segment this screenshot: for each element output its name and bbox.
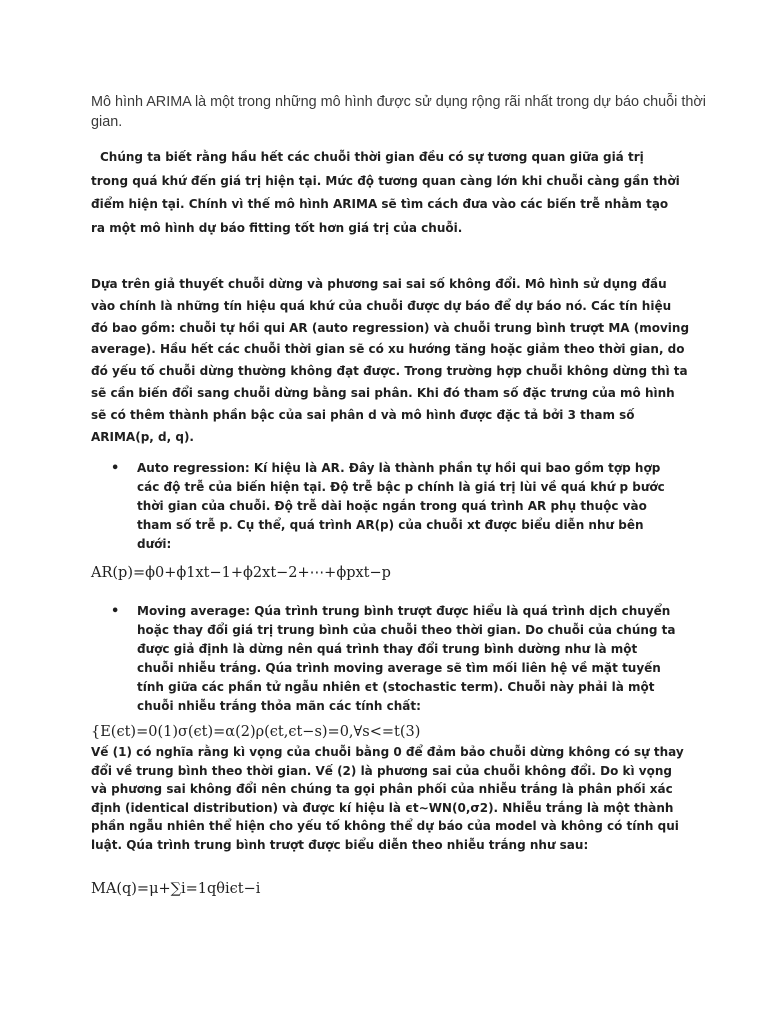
bullet-text-moving-average: Moving average: Qúa trình trung bình trượt được hiểu là quá trình dịch chuyển hoặc thay đổi giá trị trung bình của chuỗi theo thời gian. Do chuỗi của chúng ta được giả định là dừng nên quá trình thay đổi trung bình dường như là một chuỗi nhiễu trắng. Qúa trình moving average sẽ tìm mối liên hệ về mặt tuyến tính giữa các phần tử ngẫu nhiên ϵt (stochastic term). Chuỗi này phải là một chuỗi nhiễu trắng thỏa mãn các tính chất: xyxy=(137,604,676,713)
formula-ar: AR(p)=ϕ0+ϕ1xt−1+ϕ2xt−2+⋯+ϕpxt−p xyxy=(91,565,391,581)
intro-paragraph: Mô hình ARIMA là một trong những mô hình được sử dụng rộng rãi nhất trong dự báo chuỗi thời gian. xyxy=(91,94,706,130)
arima-description-paragraph: Dựa trên giả thuyết chuỗi dừng và phương sai sai số không đổi. Mô hình sử dụng đầu vào chính là những tín hiệu quá khứ của chuỗi được dự báo để dự báo nó. Các tín hiệu đó bao gồm: chuỗi tự hồi qui AR (auto regression) và chuỗi trung bình trượt MA (moving average). Hầu hết các chuỗi thời gian sẽ có xu hướng tăng hoặc giảm theo thời gian, do đó yếu tố chuỗi dừng thường không đạt được. Trong trường hợp chuỗi không dừng thì ta sẽ cần biến đổi sang chuỗi dừng bằng sai phân. Khi đó tham số đặc trưng của mô hình sẽ có thêm thành phần bậc của sai phân d và mô hình được đặc tả bởi 3 tham số ARIMA(p, d, q). xyxy=(91,277,690,444)
bullet-text-auto-regression: Auto regression: Kí hiệu là AR. Đây là thành phần tự hồi qui bao gồm tợp hợp các độ trễ của biến hiện tại. Độ trễ bậc p chính là giá trị lùi về quá khứ p bước thời gian của chuỗi. Độ trễ dài hoặc ngắn trong quá trình AR phụ thuộc vào tham số trễ p. Cụ thể, quá trình AR(p) của chuỗi xt được biểu diễn như bên dưới: xyxy=(137,461,665,551)
formula-ma: MA(q)=μ+∑i=1qθiϵt−i xyxy=(91,881,261,897)
bullet-icon: • xyxy=(111,461,120,476)
formula-white-noise: {E(ϵt)=0(1)σ(ϵt)=α(2)ρ(ϵt,ϵt−s)=0,∀s<=t(3) xyxy=(91,724,421,740)
bullet-item-moving-average xyxy=(111,602,677,716)
autocorrelation-paragraph: Chúng ta biết rằng hầu hết các chuỗi thời gian đều có sự tương quan giữa giá trị trong quá khứ đến giá trị hiện tại. Mức độ tương quan càng lớn khi chuỗi càng gần thời điểm hiện tại. Chính vì thế mô hình ARIMA sẽ tìm cách đưa vào các biến trễ nhằm tạo ra một mô hình dự báo fitting tốt hơn giá trị của chuỗi. xyxy=(91,150,680,235)
white-noise-explanation-paragraph: Vế (1) có nghĩa rằng kì vọng của chuỗi bằng 0 để đảm bảo chuỗi dừng không có sự thay đổi về trung bình theo thời gian. Vế (2) là phương sai của chuỗi không đổi. Do kì vọng và phương sai không đổi nên chúng ta gọi phân phối của nhiễu trắng là phân phối xác định (identical distribution) và được kí hiệu là ϵt∼WN(0,σ2). Nhiễu trắng là một thành phần ngẫu nhiên thể hiện cho yếu tố không thể dự báo của model và không có tính qui luật. Qúa trình trung bình trượt được biểu diễn theo nhiễu trắng như sau: xyxy=(91,745,684,852)
bullet-item-auto-regression xyxy=(111,459,677,554)
bullet-icon: • xyxy=(111,604,120,619)
